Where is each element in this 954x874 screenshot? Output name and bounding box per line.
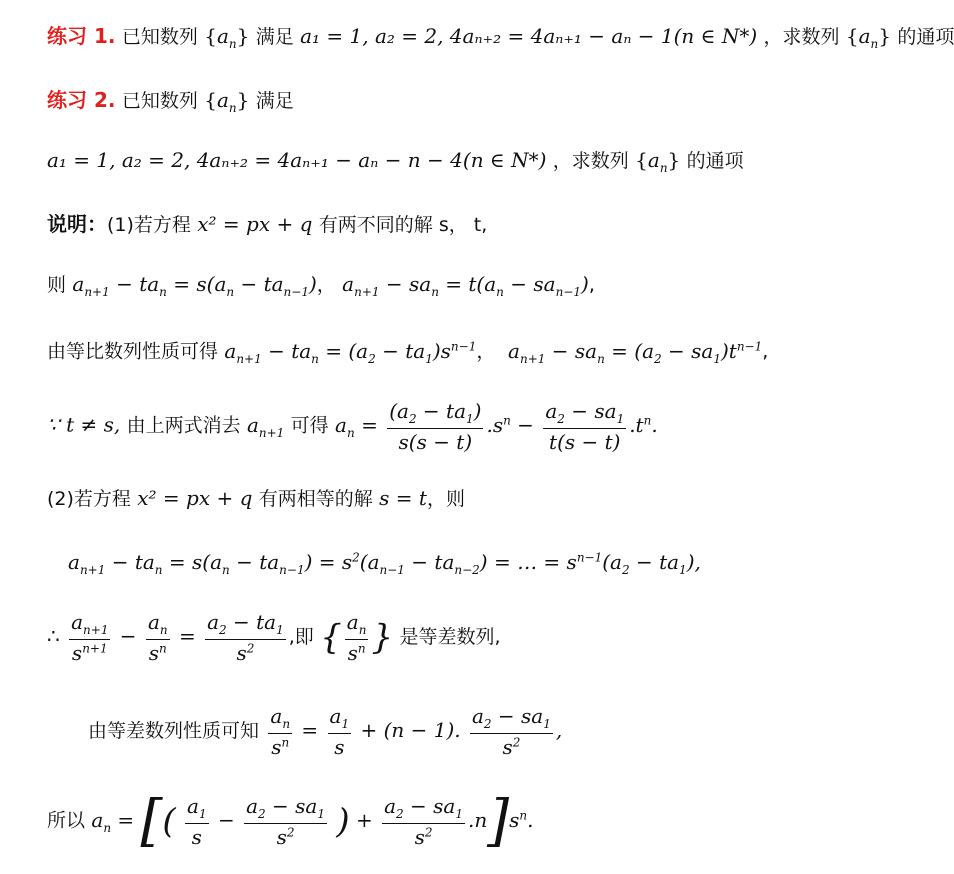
note-line-2: 则 $a_{n+1} - ta_n = s(a_n - ta_{n-1})$， $a_{n+1} - sa_n = t(a_n - sa_{n-1})$, [47,272,595,299]
note-line-3: 由等比数列性质可得 $a_{n+1} - ta_n = (a_2 - ta_1)s^{n-1}$， $a_{n+1} - sa_n = (a_2 - sa_1)t^{n-1}$, [47,338,769,366]
note-line-6 [68,543,701,584]
exercise-2-recurrence: a₁ = 1, a₂ = 2, 4aₙ₊₂ = 4aₙ₊₁ − aₙ − n − 4(n ∈ N*) [47,148,547,172]
note-label: 说明： [47,212,107,236]
note-line-7: ∴ $\frac{a_{n+1}}{s^{n+1}}$ − $\frac{a_n}{s^n}$ = $\frac{a_2 - ta_1}{s^2}$ ,即 { $\frac{a_n}{s^n}$ } 是等差数列, [47,609,501,666]
because-condition: ∵ t ≠ s, [47,412,121,437]
arithmetic-relation: $\frac{a_{n+1}}{s^{n+1}}$ − $\frac{a_n}{s^n}$ = $\frac{a_2 - ta_1}{s^2}$ [71,609,284,666]
sequence-symbol: $\{a_n\}$ [204,24,250,51]
exercise-1 [47,22,954,58]
note-item-2-end: ，则 [426,488,465,510]
exercise-2-text-a: 已知数列 [121,90,198,112]
note-line-7-text: ,即 [288,626,314,648]
arithmetic-result: $\frac{a_n}{s^n}$ = $\frac{a_1}{s}$ + (n − 1). $\frac{a_2 - sa_1}{s^2}$ , [270,703,563,760]
note-item-2: (2)若方程 x² = px + q 有两相等的解 s = t，则 [47,486,465,510]
note-line-7-end: 是等差数列, [399,626,501,648]
note-item-1-equation: x² = px + q [197,212,313,236]
exercise-2 [47,86,294,122]
exercise-1-text-a: 已知数列 [121,26,198,48]
note-item-1-prefix: (1)若方程 [107,214,191,236]
note-item-1 [47,210,487,239]
telescoping-relation: $a_{n+1} - ta_n = s(a_n - ta_{n-1}) = s^2(a_{n-1} - ta_{n-2})$ = … = $s^{n-1}(a_2 - ta_1)$, [68,549,701,577]
note-line-9 [47,780,533,863]
closed-form-an: $a_n$ = $\frac{(a_2 - ta_1)}{s(s - t)}$ $.s^n$ − $\frac{a_2 - sa_1}{t(s - t)}$ $.t^n$. [335,398,658,454]
exercise-2-label: 练习 2. [47,88,116,112]
geometric-relation: $a_{n+1} - sa_n = t(a_n - sa_{n-1})$ [342,272,589,299]
note-line-3-prefix: 由等比数列性质可得 [47,340,219,363]
note-line-8 [88,700,562,761]
note-line-4-text2: 可得 [290,414,329,437]
final-formula: $a_n$ = [( $\frac{a_1}{s}$ − $\frac{a_2 - sa_1}{s^2}$ ) + $\frac{a_2 - sa_1}{s^2}$ $.n]s^n$. [91,788,534,854]
exercise-2-condition [47,146,744,182]
note-item-2-suffix: 有两相等的解 [258,488,373,510]
exercise-1-text-d: 的通项 [897,26,954,48]
geometric-relation: $a_{n+1} - ta_n = s(a_n - ta_{n-1})$ [72,272,317,299]
note-line-2-prefix: 则 [47,274,67,296]
note-item-2-equation: x² = px + q [137,486,253,510]
exercise-2-text-b: 满足 [255,90,294,112]
exercise-1-text-c: ，求数列 [763,26,840,48]
exercise-1-label: 练习 1. [47,24,116,48]
sequence-symbol: $\{a_n\}$ [204,88,250,115]
note-line-8-text: 由等差数列性质可知 [88,720,260,742]
note-line-4: ∵ t ≠ s, 由上两式消去 $a_{n+1}$ 可得 $a_n$ = $\frac{(a_2 - ta_1)}{s(s - t)}$ $.s^n$ − $\frac{a_2 - sa_1}{t(s - t)}$ $.t^n$. [47,398,658,454]
note-line-4-text: 由上两式消去 [126,414,241,437]
exercise-2-text-d: 的通项 [686,150,744,172]
note-item-1-suffix: 有两不同的解 s， t, [318,214,488,236]
exercise-1-text-b: 满足 [255,26,294,48]
exercise-1-recurrence: a₁ = 1, a₂ = 2, 4aₙ₊₂ = 4aₙ₊₁ − aₙ − 1(n ∈ N*) [300,24,758,48]
sequence-symbol: $\{a_n\}$ [845,24,892,51]
geometric-result: $a_{n+1} - sa_n = (a_2 - sa_1)t^{n-1}$ [501,338,763,366]
note-item-2-prefix: (2)若方程 [47,488,131,510]
note-line-9-text: 所以 [47,809,86,832]
geometric-result: $a_{n+1} - ta_n = (a_2 - ta_1)s^{n-1}$ [224,338,477,366]
sequence-symbol: $\{a_n\}$ [635,148,681,175]
exercise-2-text-c: ，求数列 [552,150,629,172]
